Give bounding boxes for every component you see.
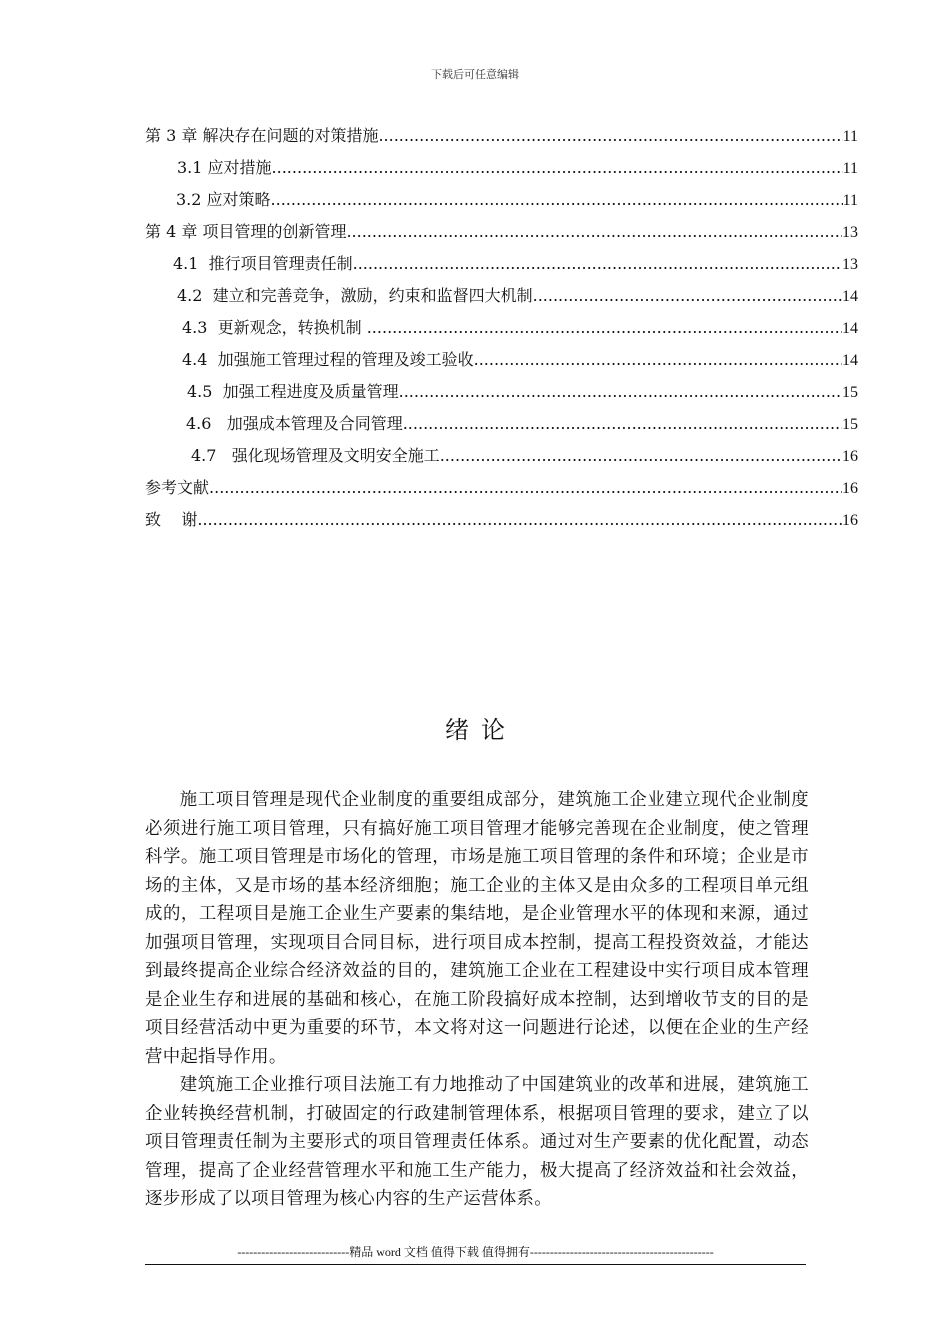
body-paragraph: 建筑施工企业推行项目法施工有力地推动了中国建筑业的改革和进展，建筑施工企业转换经营机制，打破固定的行政建制管理体系，根据项目管理的要求，建立了以项目管理责任制为主要形式的项目管理责任体系。通过对生产要素的优化配置，动态管理，提高了企业经营管理水平和施工生产能力，极大提高了经济效益和社会效益，逐步形成了以项目管理为核心内容的生产运营体系。 bbox=[145, 1075, 809, 1209]
toc-leader-dots bbox=[378, 122, 842, 150]
toc-entry-page: 14 bbox=[842, 288, 858, 305]
toc-entry-label: 致 谢 bbox=[145, 510, 198, 529]
toc-entry[interactable] bbox=[145, 122, 858, 154]
toc-leader-dots bbox=[272, 154, 843, 182]
toc-leader-dots bbox=[474, 346, 842, 374]
toc-entry-label: 参考文献 bbox=[145, 478, 210, 497]
toc-entry[interactable] bbox=[145, 442, 858, 474]
toc-entry-page: 16 bbox=[842, 480, 858, 497]
toc-leader-dots bbox=[533, 282, 842, 310]
toc-entry[interactable] bbox=[145, 378, 858, 410]
toc-leader-dots bbox=[403, 410, 842, 438]
toc-entry[interactable] bbox=[145, 186, 858, 218]
toc-entry-label: 4.1 推行项目管理责任制 bbox=[173, 254, 353, 273]
toc-entry-label: 4.2 建立和完善竞争，激励，约束和监督四大机制 bbox=[177, 286, 533, 305]
toc-leader-dots bbox=[353, 250, 842, 278]
toc-leader-dots bbox=[209, 474, 842, 502]
section-title: 绪论 bbox=[445, 716, 517, 744]
toc-entry[interactable] bbox=[145, 346, 858, 378]
toc-entry-label: 3.2 应对策略 bbox=[176, 190, 271, 209]
toc-entry-label: 4.5 加强工程进度及质量管理 bbox=[187, 382, 399, 401]
toc-leader-dots bbox=[367, 314, 842, 342]
toc-leader-dots bbox=[440, 442, 842, 470]
toc-entry-page: 15 bbox=[842, 416, 858, 433]
toc-entry-page: 11 bbox=[842, 160, 858, 177]
page-footer: ----------------------------精品 word 文档 值得下载 值得拥有---------------------------------------------- bbox=[145, 1243, 806, 1265]
toc-entry-label: 4.4 加强施工管理过程的管理及竣工验收 bbox=[182, 350, 474, 369]
toc-entry[interactable] bbox=[145, 410, 858, 442]
toc-entry[interactable] bbox=[145, 250, 858, 282]
toc-entry-label: 第 3 章 解决存在问题的对策措施 bbox=[145, 126, 379, 145]
toc-entry[interactable] bbox=[145, 154, 858, 186]
body-paragraph: 施工项目管理是现代企业制度的重要组成部分，建筑施工企业建立现代企业制度必须进行施工项目管理，只有搞好施工项目管理才能够完善现在企业制度，使之管理科学。施工项目管理是市场化的管理，市场是施工项目管理的条件和环境；企业是市场的主体，又是市场的基本经济细胞；施工企业的主体又是由众多的工程项目单元组成的，工程项目是施工企业生产要素的集结地，是企业管理水平的体现和来源，通过加强项目管理，实现项目合同目标，进行项目成本控制，提高工程投资效益，才能达到最终提高企业综合经济效益的目的，建筑施工企业在工程建设中实行项目成本管理是企业生存和进展的基础和核心，在施工阶段搞好成本控制，达到增收节支的目的是项目经营活动中更为重要的环节，本文将对这一问题进行论述，以便在企业的生产经营中起指导作用。 bbox=[145, 790, 809, 1067]
toc-entry-page: 11 bbox=[842, 128, 858, 145]
toc-entry-page: 15 bbox=[842, 384, 858, 401]
toc-entry-label: 4.3 更新观念，转换机制 bbox=[182, 318, 367, 337]
toc-leader-dots bbox=[399, 378, 842, 406]
toc-entry[interactable] bbox=[145, 474, 858, 506]
toc-entry-page: 11 bbox=[842, 192, 858, 209]
toc-entry-page: 14 bbox=[842, 352, 858, 369]
toc-entry-label: 4.7 强化现场管理及文明安全施工 bbox=[191, 446, 440, 465]
toc-entry[interactable] bbox=[145, 314, 858, 346]
toc-leader-dots bbox=[197, 506, 842, 534]
page-header: 下载后可任意编辑 bbox=[431, 68, 519, 81]
toc-entry[interactable] bbox=[145, 506, 858, 538]
toc-entry-page: 13 bbox=[842, 256, 858, 273]
toc-entry[interactable] bbox=[145, 282, 858, 314]
toc-entry-page: 14 bbox=[842, 320, 858, 337]
toc-entry-page: 13 bbox=[842, 224, 858, 241]
toc-leader-dots bbox=[271, 186, 843, 214]
toc-leader-dots bbox=[346, 218, 842, 246]
toc-entry[interactable] bbox=[145, 218, 858, 250]
toc-entry-label: 第 4 章 项目管理的创新管理 bbox=[145, 222, 347, 241]
body-text bbox=[145, 786, 809, 1214]
toc-entry-page: 16 bbox=[842, 512, 858, 529]
toc-entry-label: 3.1 应对措施 bbox=[177, 158, 272, 177]
toc-entry-label: 4.6 加强成本管理及合同管理 bbox=[186, 414, 403, 433]
toc-entry-page: 16 bbox=[842, 448, 858, 465]
table-of-contents bbox=[145, 122, 858, 538]
